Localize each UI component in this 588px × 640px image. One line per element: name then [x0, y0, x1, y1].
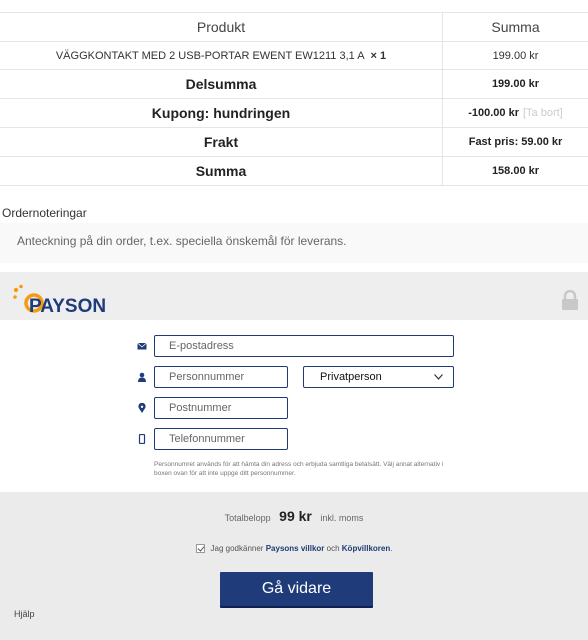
terms-end: .: [390, 544, 393, 553]
coupon-label: Kupong: hundringen: [0, 99, 443, 127]
customer-type-value: Privatperson: [320, 371, 382, 383]
payson-header: [0, 272, 588, 320]
coupon-remove-link[interactable]: [Ta bort]: [523, 107, 563, 119]
item-price: 199.00 kr: [492, 49, 539, 62]
coupon-row: [0, 99, 588, 128]
lock-icon: [561, 290, 579, 310]
payson-terms-link[interactable]: Paysons villkor: [265, 544, 325, 553]
payson-form: [0, 320, 588, 492]
continue-button[interactable]: Gå vidare: [220, 572, 373, 606]
column-header-product: Produkt: [0, 13, 443, 41]
payson-checkout: [0, 272, 588, 640]
coupon-cell: [443, 99, 588, 127]
order-notes-label: Ordernoteringar: [2, 206, 87, 220]
chevron-down-icon: [434, 374, 443, 380]
payson-logo: [12, 284, 122, 316]
shipping-label: Frakt: [0, 128, 443, 156]
total-amount-suffix: inkl. moms: [320, 513, 364, 523]
terms-prefix: Jag godkänner: [210, 544, 264, 553]
customer-type-select[interactable]: [303, 366, 454, 388]
total-value: 158.00 kr: [491, 165, 540, 177]
order-table: [0, 12, 588, 186]
order-notes-textarea[interactable]: Anteckning på din order, t.ex. speciella önskemål för leverans.: [0, 223, 588, 263]
shipping-row: [0, 128, 588, 157]
phone-field[interactable]: Telefonnummer: [154, 428, 288, 450]
shipping-value: Fast pris: 59.00 kr: [468, 136, 563, 148]
order-table-header: [0, 13, 588, 42]
help-link[interactable]: Hjälp: [14, 609, 35, 619]
total-amount: 99 kr: [279, 508, 312, 524]
order-item-row: [0, 42, 588, 70]
postnummer-field[interactable]: Postnummer: [154, 397, 288, 419]
terms-checkbox[interactable]: [196, 544, 205, 553]
column-header-sum: Summa: [491, 19, 540, 35]
person-icon: [137, 372, 147, 382]
total-row: [0, 157, 588, 186]
payson-total: [0, 508, 588, 524]
terms-row: [0, 544, 588, 553]
subtotal-label: Delsumma: [0, 70, 443, 98]
terms-and: och: [326, 544, 340, 553]
subtotal-row: [0, 70, 588, 99]
subtotal-value: 199.00 kr: [491, 78, 540, 90]
personnummer-field[interactable]: Personnummer: [154, 366, 288, 388]
total-amount-label: Totalbelopp: [224, 513, 271, 523]
purchase-terms-link[interactable]: Köpvillkoren: [341, 544, 391, 553]
total-label: Summa: [0, 157, 443, 185]
payson-logo-text: PAYSON: [29, 296, 107, 316]
item-quantity: × 1: [370, 49, 387, 62]
envelope-icon: [137, 341, 147, 351]
order-item-product: [0, 42, 443, 69]
map-pin-icon: [137, 403, 147, 413]
email-field[interactable]: E-postadress: [154, 335, 454, 357]
phone-icon: [137, 434, 147, 444]
personnummer-disclaimer: Personnumret används för att hämta din adress och erbjuda samtliga betalsätt. Välj annat alternativ i boxen ovan för att inte uppge ditt personnummer.: [154, 461, 444, 477]
item-name: VÄGGKONTAKT MED 2 USB-PORTAR EWENT EW1211 3,1 A: [55, 49, 365, 62]
coupon-value: -100.00 kr: [468, 107, 519, 119]
